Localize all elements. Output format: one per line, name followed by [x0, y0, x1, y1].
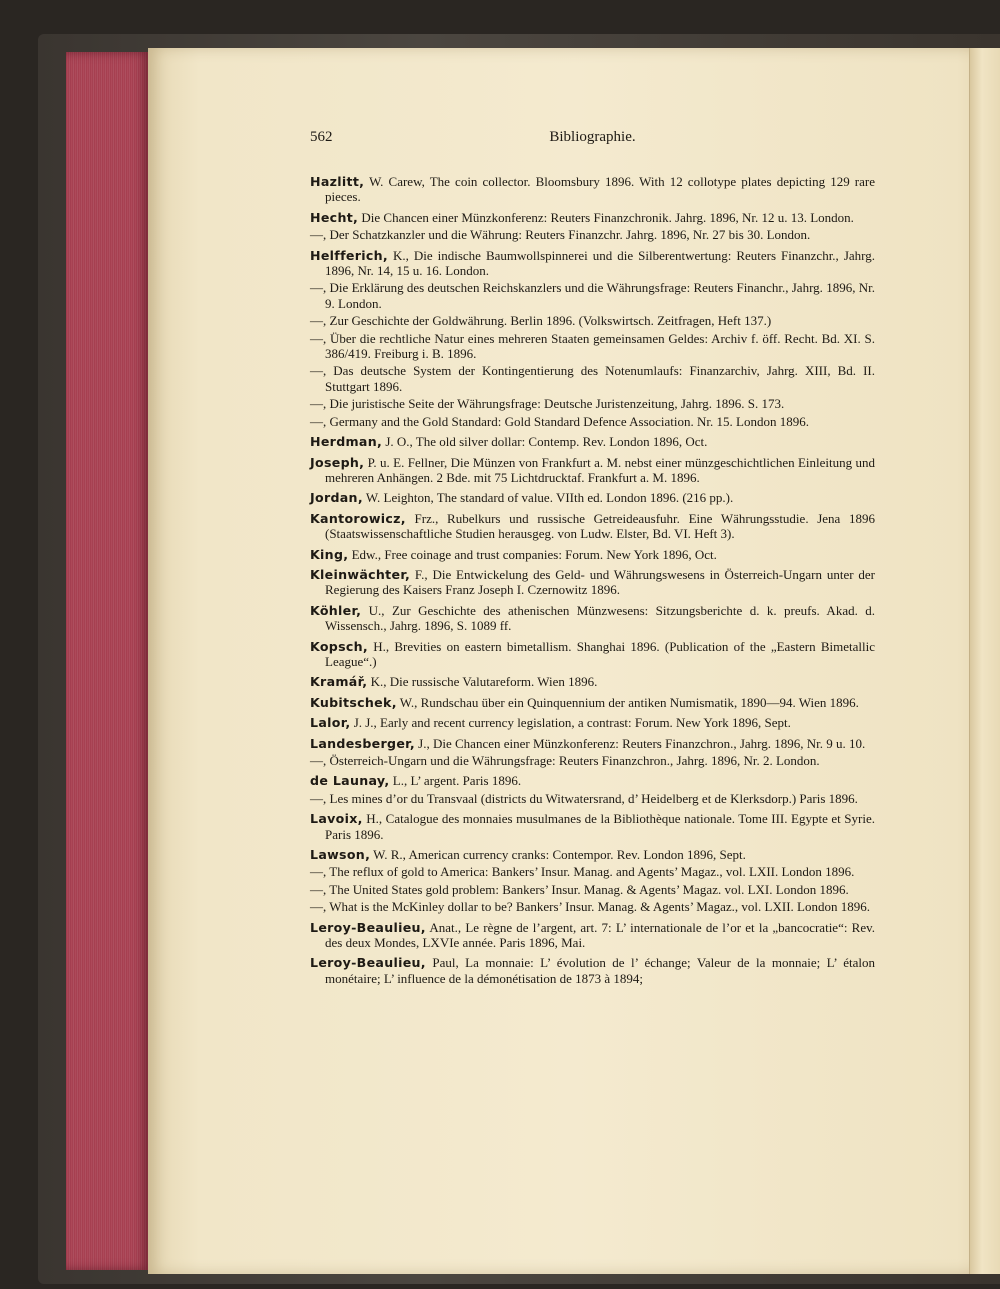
entry-text: —, Das deutsche System der Kontingentierung des Notenumlaufs: Finanzarchiv, Jahrg. XIII, Bd. II. Stuttgart 1896.: [310, 363, 875, 394]
entry-author: Köhler,: [310, 602, 362, 618]
entry-text: L., L’ argent. Paris 1896.: [389, 773, 522, 789]
entry-author: Lawson,: [310, 847, 371, 863]
entry-text: Die Chancen einer Münzkonferenz: Reuters Finanzchronik. Jahrg. 1896, Nr. 12 u. 13. London.: [358, 209, 854, 225]
entry-text: Anat., Le règne de l’argent, art. 7: L’ internationale de l’or et la „bancocratie“: Rev. des deux Mondes, LXVIe année. Paris 1896, Mai.: [325, 919, 875, 951]
entry-text: Edw., Free coinage and trust companies: Forum. New York 1896, Oct.: [348, 546, 717, 562]
entry-author: Kubitschek,: [310, 694, 397, 710]
bibliography-entry: [310, 455, 875, 486]
bibliography-entry: [310, 695, 875, 710]
bibliography-entry: [310, 882, 875, 897]
entry-text: J. O., The old silver dollar: Contemp. Rev. London 1896, Oct.: [382, 434, 708, 450]
entry-text: Paul, La monnaie: L’ évolution de l’ échange; Valeur de la monnaie; L’ étalon monétaire; L’ influence de la démonétisation de 1873 à 1894;: [325, 955, 875, 986]
bibliography-entry: [310, 174, 875, 205]
entry-text: —, Die Erklärung des deutschen Reichskanzlers und die Währungsfrage: Reuters Financhr., Jahrg. 1896, Nr. 9. London.: [310, 280, 875, 311]
entry-author: Landesberger,: [310, 735, 415, 751]
entry-text: J. J., Early and recent currency legislation, a contrast: Forum. New York 1896, Sept.: [350, 715, 791, 731]
entry-text: U., Zur Geschichte des athenischen Münzwesens: Sitzungsberichte d. k. preufs. Akad. d. Wissensch., Jahrg. 1896, S. 1089 ff.: [325, 602, 875, 634]
entry-text: J., Die Chancen einer Münzkonferenz: Reuters Finanzchron., Jahrg. 1896, Nr. 9 u. 10.: [414, 735, 866, 751]
bibliography-entry: [310, 210, 875, 225]
entry-text: —, Zur Geschichte der Goldwährung. Berlin 1896. (Volkswirtsch. Zeitfragen, Heft 137.): [310, 313, 772, 329]
entry-text: —, Germany and the Gold Standard: Gold Standard Defence Association. Nr. 15. London 1896.: [310, 413, 809, 429]
bibliography-entry: [310, 331, 875, 362]
entry-author: Kantorowicz,: [310, 510, 406, 526]
bibliography-entry: [310, 227, 875, 242]
page-number: 562: [310, 129, 333, 145]
bibliography-entry: [310, 567, 875, 598]
bibliography-entry: [310, 847, 875, 862]
bibliography-entry: [310, 920, 875, 951]
entry-text: —, Les mines d’or du Transvaal (districts du Witwatersrand, d’ Heidelberg et de Klerksdorp.) Paris 1896.: [310, 790, 858, 806]
entry-text: F., Die Entwickelung des Geld- und Währungswesens in Österreich-Ungarn unter der Regierung des Kaisers Franz Joseph I. Czernowitz 1896.: [325, 566, 875, 598]
entry-text: W. R., American currency cranks: Contempor. Rev. London 1896, Sept.: [370, 847, 746, 863]
bibliography-entry: [310, 414, 875, 429]
bibliography-entry: [310, 736, 875, 751]
entry-author: Lavoix,: [310, 811, 363, 827]
entry-text: H., Catalogue des monnaies musulmanes de la Bibliothèque nationale. Tome III. Egypte et Syrie. Paris 1896.: [325, 811, 875, 842]
entry-text: P. u. E. Fellner, Die Münzen von Frankfurt a. M. nebst einer münzgeschichtlichen Einleitung und mehreren Anhängen. 2 Bde. mit 75 Lichtdrucktaf. Frankfurt a. M. 1896.: [325, 454, 875, 485]
bibliography-entry: [310, 811, 875, 842]
entry-text: —, Der Schatzkanzler und die Währung: Reuters Finanzchr. Jahrg. 1896, Nr. 27 bis 30. London.: [310, 227, 811, 243]
bibliography-entry: [310, 313, 875, 328]
bibliography-entry: [310, 639, 875, 670]
entry-text: —, Die juristische Seite der Währungsfrage: Deutsche Juristenzeitung, Jahrg. 1896. S. 173.: [310, 396, 785, 412]
entry-author: Kopsch,: [310, 638, 369, 654]
bibliography-entry: [310, 396, 875, 411]
bibliography-entry: [310, 773, 875, 788]
bibliography-entry: [310, 363, 875, 394]
bibliography-list: [310, 174, 875, 986]
entry-text: W., Rundschau über ein Quinquennium der antiken Numismatik, 1890—94. Wien 1896.: [396, 694, 859, 710]
entry-text: W. Leighton, The standard of value. VIIth ed. London 1896. (216 pp.).: [362, 490, 734, 506]
bibliography-entry: [310, 674, 875, 689]
bibliography-entry: [310, 955, 875, 986]
entry-author: King,: [310, 546, 349, 562]
bibliography-entry: [310, 753, 875, 768]
bibliography-entry: [310, 899, 875, 914]
bibliography-entry: [310, 791, 875, 806]
entry-author: Leroy-Beaulieu,: [310, 955, 426, 971]
entry-text: K., Die indische Baumwollspinnerei und die Silberentwertung: Reuters Finanzchr., Jahrg. 1896, Nr. 14, 15 u. 16. London.: [325, 247, 875, 279]
entry-text: K., Die russische Valutareform. Wien 1896.: [367, 674, 598, 690]
bibliography-entry: [310, 248, 875, 279]
entry-text: H., Brevities on eastern bimetallism. Shanghai 1896. (Publication of the „Eastern Bimetallic League“.): [325, 638, 875, 669]
bibliography-entry: [310, 490, 875, 505]
entry-author: Hecht,: [310, 209, 359, 225]
entry-author: de Launay,: [310, 773, 390, 789]
entry-author: Joseph,: [310, 454, 365, 470]
entry-author: Leroy-Beaulieu,: [310, 919, 426, 935]
running-title: Bibliographie.: [549, 129, 636, 145]
entry-author: Hazlitt,: [310, 174, 365, 189]
bibliography-entry: [310, 715, 875, 730]
entry-text: —, The United States gold problem: Bankers’ Insur. Manag. & Agents’ Magaz. vol. LXI. London 1896.: [310, 881, 849, 897]
bibliography-entry: [310, 280, 875, 311]
entry-text: —, The reflux of gold to America: Bankers’ Insur. Manag. and Agents’ Magaz., vol. LXII. London 1896.: [310, 864, 855, 880]
bibliography-entry: [310, 603, 875, 634]
next-page-edge: [969, 48, 1000, 1274]
bibliography-entry: [310, 864, 875, 879]
page-header: [310, 130, 875, 152]
entry-author: Kleinwächter,: [310, 566, 411, 582]
entry-author: Kramář,: [310, 674, 368, 690]
entry-author: Herdman,: [310, 434, 383, 450]
page-content: [310, 130, 875, 991]
page-edges: [66, 52, 150, 1270]
entry-author: Jordan,: [310, 490, 363, 506]
entry-text: —, Über die rechtliche Natur eines mehreren Staaten gemeinsamen Geldes: Archiv f. öff. Recht. Bd. XI. S. 386/419. Freiburg i. B. 1896.: [310, 330, 875, 362]
entry-text: Frz., Rubelkurs und russische Getreideausfuhr. Eine Währungsstudie. Jena 1896 (Staatswissenschaftliche Studien herausgeg. von Ludw. Elster, Bd. VI. Heft 3).: [325, 510, 875, 542]
bibliography-entry: [310, 547, 875, 562]
entry-text: —, Österreich-Ungarn und die Währungsfrage: Reuters Finanzchron., Jahrg. 1896, Nr. 2. London.: [310, 753, 820, 768]
entry-text: —, What is the McKinley dollar to be? Bankers’ Insur. Manag. & Agents’ Magaz., vol. LXII. London 1896.: [310, 899, 870, 915]
bibliography-entry: [310, 511, 875, 542]
entry-author: Lalor,: [310, 715, 351, 731]
entry-author: Helfferich,: [310, 247, 388, 263]
entry-text: W. Carew, The coin collector. Bloomsbury 1896. With 12 collotype plates depicting 129 rare pieces.: [325, 174, 875, 205]
bibliography-entry: [310, 434, 875, 449]
